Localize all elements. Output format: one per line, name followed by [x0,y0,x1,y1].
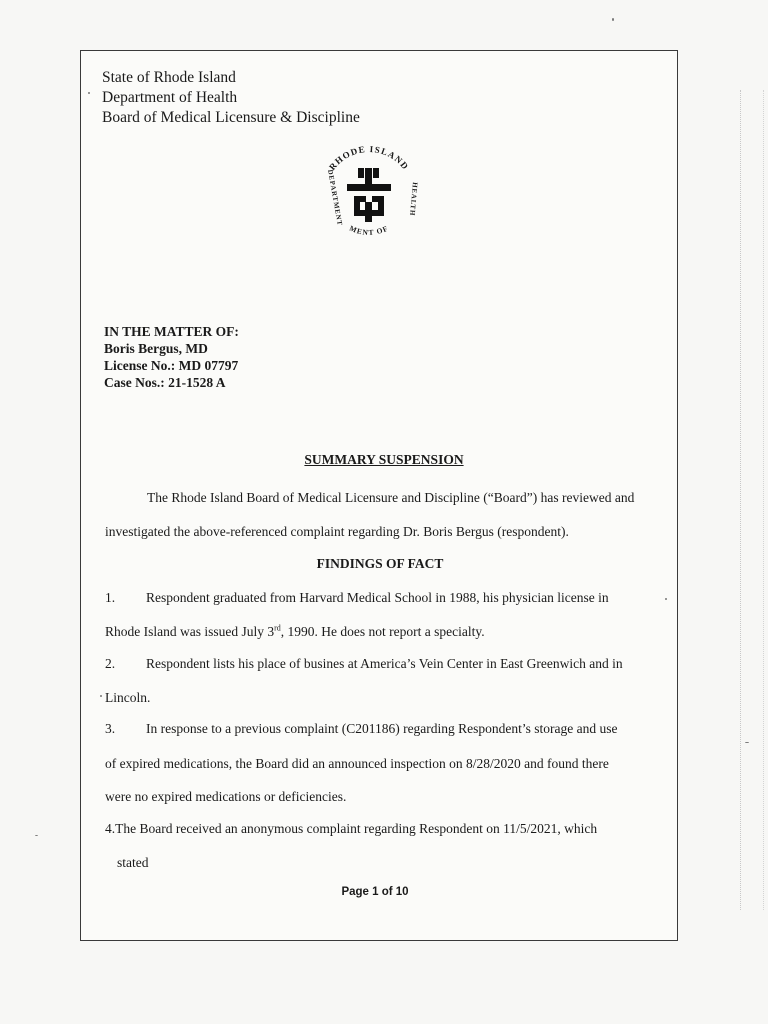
scan-speck [35,835,38,836]
finding-3-number: 3. [105,721,116,736]
matter-heading: IN THE MATTER OF: [104,324,239,339]
scan-speck [665,598,667,600]
finding-3-line-3: were no expired medications or deficiencies. [105,789,347,804]
license-number: License No.: MD 07797 [104,358,239,373]
seal-top-text: RHODE ISLAND [327,143,411,173]
page-number: Page 1 of 10 [341,886,409,898]
finding-1-line-1: 1. Respondent graduated from Harvard Medical School in 1988, his physician license in [105,590,609,605]
finding-1-line-2: Rhode Island was issued July 3rd, 1990. He does not report a specialty. [105,623,485,639]
finding-4-number: 4. [105,821,116,836]
seal-left-text: DEPARTMENT [326,168,344,227]
header-board: Board of Medical Licensure & Discipline [102,109,360,126]
finding-3-line-1: 3. In response to a previous complaint (C201186) regarding Respondent’s storage and use [105,721,618,736]
document-title: SUMMARY SUSPENSION [304,452,464,467]
svg-text:RHODE ISLAND [327,144,411,172]
finding-2-number: 2. [105,656,116,671]
findings-heading: FINDINGS OF FACT [316,556,444,571]
svg-text:MENT OF [348,224,390,237]
intro-line-2: investigated the above-referenced complaint regarding Dr. Boris Bergus (respondent). [105,524,569,539]
scan-speck [100,695,102,697]
matter-block [104,323,239,391]
scan-speck [88,92,90,94]
finding-2-line-1: 2. Respondent lists his place of busines at America’s Vein Center in East Greenwich and in [105,656,623,671]
finding-3-line-2: of expired medications, the Board did an announced inspection on 8/28/2020 and found there [105,756,609,771]
agency-header [102,68,360,128]
finding-4-line-2: stated [117,855,149,870]
finding-2-line-2: Lincoln. [105,690,151,705]
finding-1-number: 1. [105,590,116,605]
case-number: Case Nos.: 21-1528 A [104,375,226,390]
finding-4-line-1: 4.The Board received an anonymous complaint regarding Respondent on 11/5/2021, which [105,821,598,836]
scan-speck [745,742,749,743]
header-state: State of Rhode Island [102,69,236,86]
seal-right-text: HEALTH [408,181,419,217]
scan-speck [612,18,614,21]
respondent-name: Boris Bergus, MD [104,341,208,356]
scan-edge-artifact [740,90,764,910]
seal-bottom-text: MENT OF [348,223,390,238]
department-of-health-seal [314,140,424,250]
header-department: Department of Health [102,89,238,106]
intro-line-1: The Rhode Island Board of Medical Licensure and Discipline (“Board”) has reviewed and [147,490,635,505]
seal-emblem [347,168,391,222]
